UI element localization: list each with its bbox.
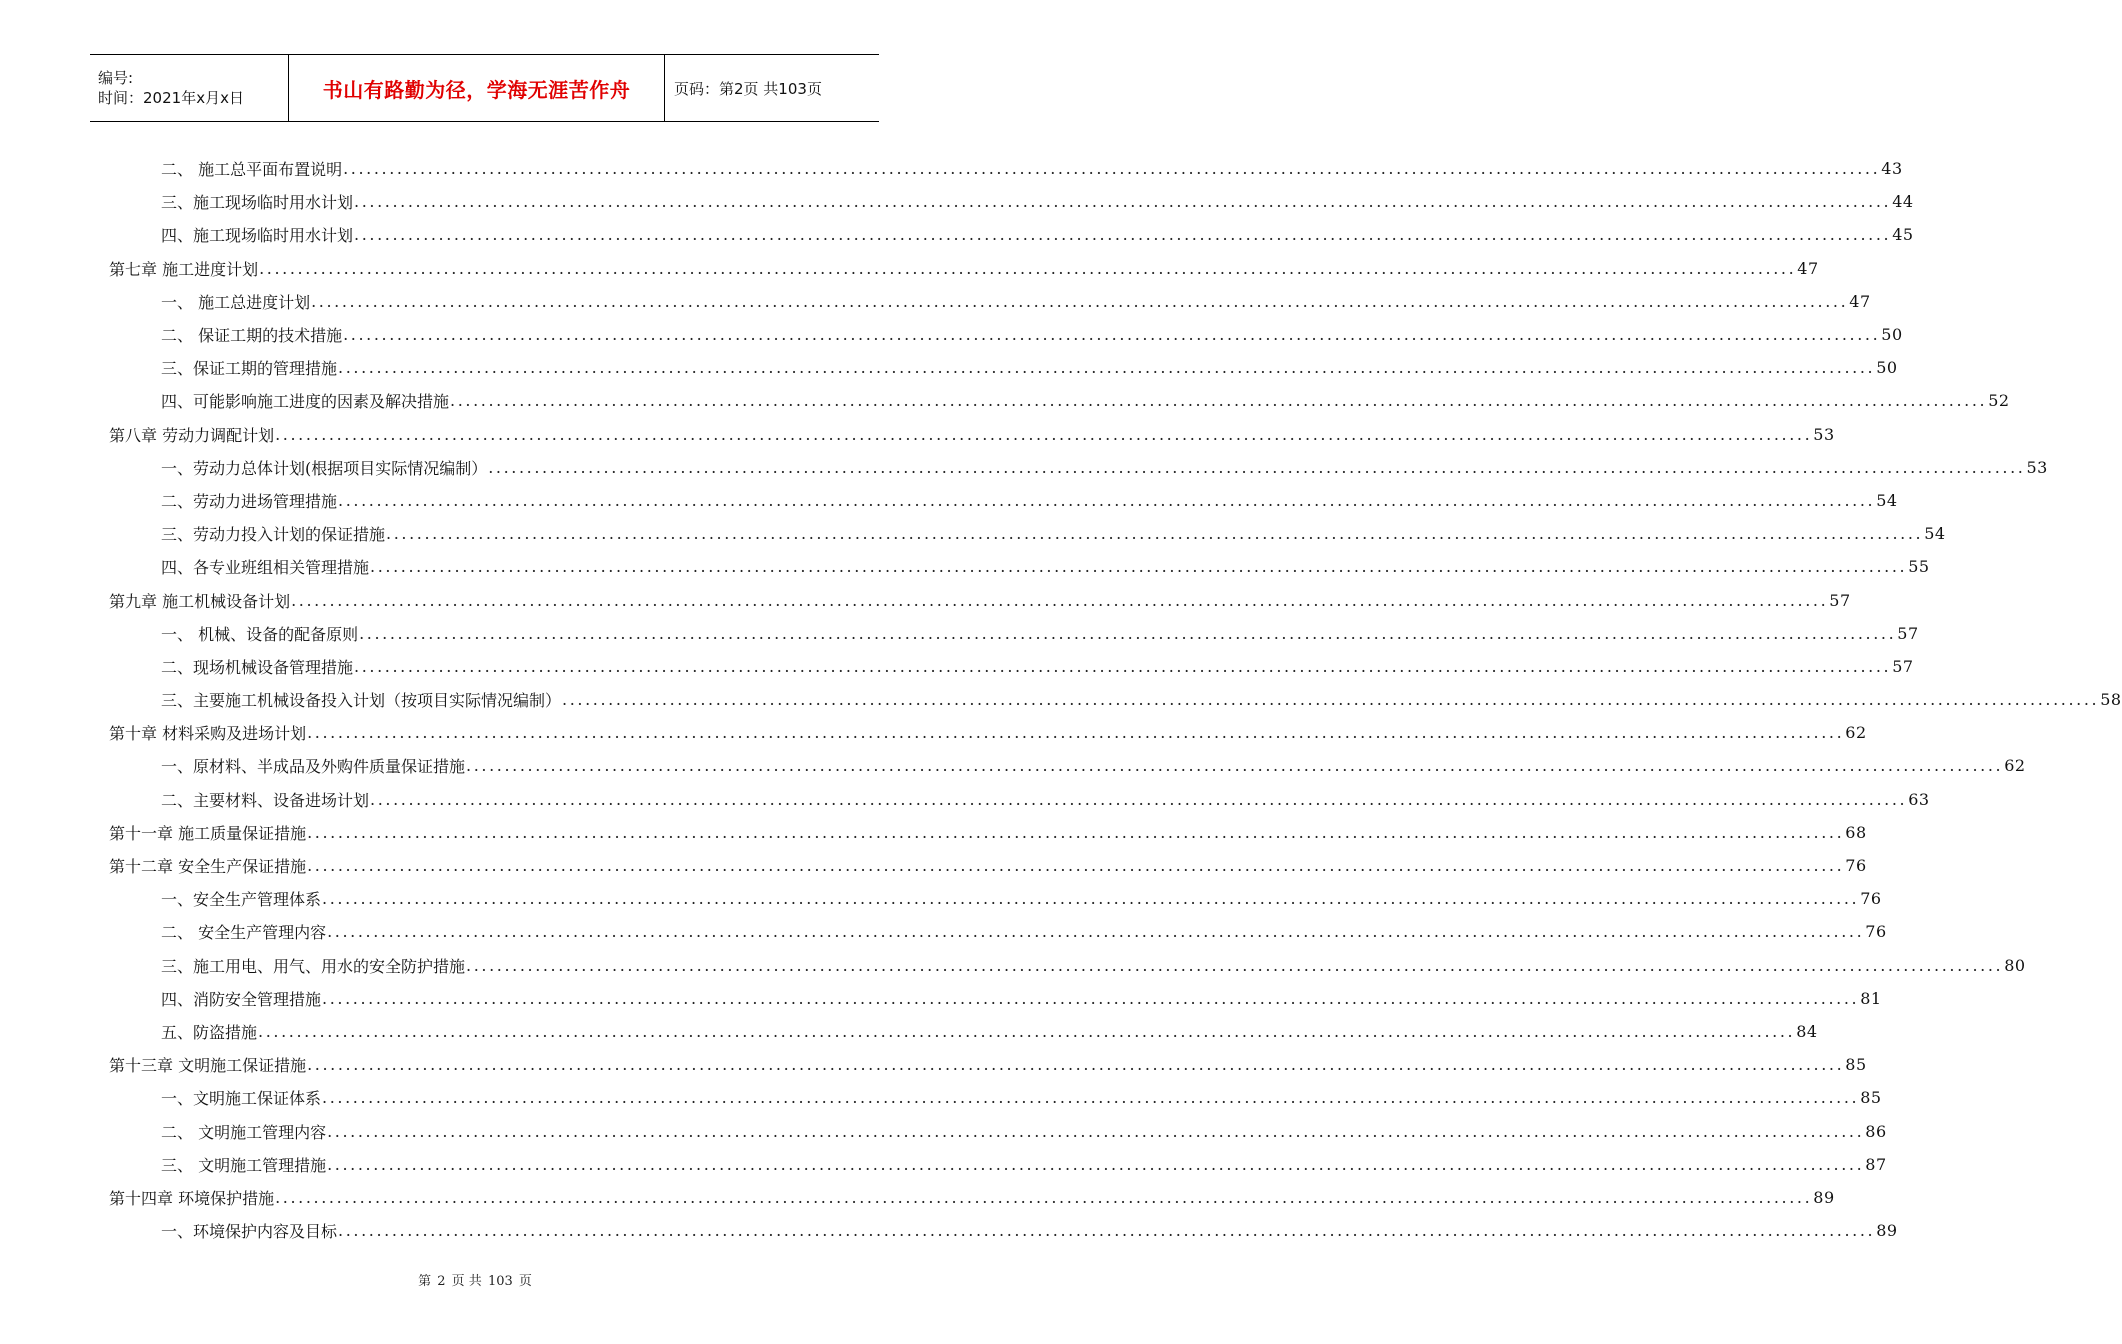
toc-entry-page: 45 <box>1892 225 1914 245</box>
footer-suffix: 页 <box>518 1274 532 1289</box>
toc-section-entry[interactable] <box>109 285 1871 318</box>
toc-dot-leader: ........................................................................................................................................................................................................ <box>322 988 1860 1008</box>
table-of-contents <box>109 152 2122 1247</box>
toc-entry-label: 四、各专业班组相关管理措施 <box>161 558 370 578</box>
header-page-info <box>665 55 879 121</box>
toc-section-entry[interactable] <box>109 650 1914 683</box>
toc-entry-page: 50 <box>1876 358 1898 378</box>
toc-section-entry[interactable] <box>109 749 2026 782</box>
toc-entry-page: 50 <box>1881 325 1903 345</box>
toc-entry-page: 55 <box>1908 557 1930 577</box>
toc-dot-leader: ........................................................................................................................................................................................................ <box>311 291 1849 311</box>
footer-page-total: 103 <box>487 1274 513 1289</box>
toc-chapter-entry[interactable] <box>109 252 1819 285</box>
toc-chapter-entry[interactable] <box>109 1048 1867 1081</box>
toc-dot-leader: ........................................................................................................................................................................................................ <box>466 955 2004 975</box>
toc-dot-leader: ........................................................................................................................................................................................................ <box>259 258 1797 278</box>
toc-entry-label: 四、消防安全管理措施 <box>161 989 322 1009</box>
toc-entry-label: 一、 施工总进度计划 <box>161 292 311 312</box>
toc-entry-page: 87 <box>1865 1154 1887 1174</box>
page-header <box>90 54 879 122</box>
toc-entry-page: 53 <box>2026 457 2048 477</box>
toc-entry-page: 44 <box>1892 192 1914 212</box>
footer-prefix: 第 <box>418 1274 432 1289</box>
toc-entry-page: 54 <box>1876 490 1898 510</box>
toc-entry-label: 一、文明施工保证体系 <box>161 1089 322 1109</box>
toc-section-entry[interactable] <box>109 1148 1887 1181</box>
toc-entry-label: 一、安全生产管理体系 <box>161 890 322 910</box>
toc-dot-leader: ........................................................................................................................................................................................................ <box>327 1154 1865 1174</box>
toc-dot-leader: ........................................................................................................................................................................................................ <box>343 159 1881 179</box>
time-value: 2021年x月x日 <box>143 89 244 107</box>
toc-section-entry[interactable] <box>109 318 1903 351</box>
toc-entry-page: 76 <box>1865 922 1887 942</box>
toc-entry-label: 三、施工现场临时用水计划 <box>161 193 354 213</box>
toc-entry-page: 86 <box>1865 1121 1887 1141</box>
toc-entry-label: 二、主要材料、设备进场计划 <box>161 790 370 810</box>
document-time <box>98 88 288 108</box>
toc-entry-label: 二、劳动力进场管理措施 <box>161 491 338 511</box>
footer-mid: 页 共 <box>451 1274 482 1289</box>
toc-section-entry[interactable] <box>109 351 1898 384</box>
toc-section-entry[interactable] <box>109 783 1930 816</box>
toc-section-entry[interactable] <box>109 451 2048 484</box>
toc-section-entry[interactable] <box>109 1081 1882 1114</box>
toc-dot-leader: ........................................................................................................................................................................................................ <box>450 391 1988 411</box>
toc-dot-leader: ........................................................................................................................................................................................................ <box>370 789 1908 809</box>
toc-chapter-entry[interactable] <box>109 816 1867 849</box>
toc-entry-page: 58 <box>2100 690 2122 710</box>
toc-entry-page: 62 <box>2004 756 2026 776</box>
toc-dot-leader: ........................................................................................................................................................................................................ <box>275 1187 1813 1207</box>
toc-entry-label: 第十章 材料采购及进场计划 <box>109 724 307 744</box>
toc-dot-leader: ........................................................................................................................................................................................................ <box>488 457 2026 477</box>
toc-dot-leader: ........................................................................................................................................................................................................ <box>307 1055 1845 1075</box>
toc-dot-leader: ........................................................................................................................................................................................................ <box>291 590 1829 610</box>
toc-dot-leader: ........................................................................................................................................................................................................ <box>327 922 1865 942</box>
toc-section-entry[interactable] <box>109 982 1882 1015</box>
toc-entry-label: 三、主要施工机械设备投入计划（按项目实际情况编制） <box>161 691 562 711</box>
toc-entry-label: 一、 机械、设备的配备原则 <box>161 624 359 644</box>
toc-section-entry[interactable] <box>109 617 1919 650</box>
toc-entry-page: 76 <box>1845 856 1867 876</box>
toc-dot-leader: ........................................................................................................................................................................................................ <box>307 856 1845 876</box>
toc-entry-page: 89 <box>1813 1187 1835 1207</box>
page-footer <box>0 1270 950 1289</box>
toc-entry-label: 四、施工现场临时用水计划 <box>161 226 354 246</box>
toc-entry-page: 76 <box>1860 889 1882 909</box>
toc-entry-label: 五、防盗措施 <box>161 1022 258 1042</box>
footer-page-number: 2 <box>437 1274 446 1289</box>
toc-dot-leader: ........................................................................................................................................................................................................ <box>370 557 1908 577</box>
toc-entry-label: 第十四章 环境保护措施 <box>109 1188 275 1208</box>
toc-entry-label: 第八章 劳动力调配计划 <box>109 425 275 445</box>
toc-dot-leader: ........................................................................................................................................................................................................ <box>386 524 1924 544</box>
toc-entry-label: 第七章 施工进度计划 <box>109 259 259 279</box>
toc-entry-page: 47 <box>1797 258 1819 278</box>
toc-dot-leader: ........................................................................................................................................................................................................ <box>322 1088 1860 1108</box>
header-meta <box>90 55 289 121</box>
toc-entry-label: 三、施工用电、用气、用水的安全防护措施 <box>161 956 466 976</box>
toc-dot-leader: ........................................................................................................................................................................................................ <box>307 822 1845 842</box>
document-number-label: 编号: <box>98 69 134 87</box>
toc-section-entry[interactable] <box>109 185 1914 218</box>
toc-dot-leader: ........................................................................................................................................................................................................ <box>338 490 1876 510</box>
toc-section-entry[interactable] <box>109 1114 1887 1147</box>
toc-section-entry[interactable] <box>109 949 2026 982</box>
toc-entry-page: 85 <box>1860 1088 1882 1108</box>
toc-entry-label: 第十二章 安全生产保证措施 <box>109 857 307 877</box>
toc-dot-leader: ........................................................................................................................................................................................................ <box>562 690 2100 710</box>
toc-section-entry[interactable] <box>109 152 1903 185</box>
toc-section-entry[interactable] <box>109 484 1898 517</box>
toc-entry-label: 三、保证工期的管理措施 <box>161 359 338 379</box>
toc-chapter-entry[interactable] <box>109 418 1835 451</box>
toc-section-entry[interactable] <box>109 683 2122 716</box>
time-prefix: 时间： <box>98 89 144 107</box>
toc-section-entry[interactable] <box>109 1214 1898 1247</box>
toc-dot-leader: ........................................................................................................................................................................................................ <box>354 225 1892 245</box>
toc-entry-page: 85 <box>1845 1055 1867 1075</box>
toc-entry-label: 二、 文明施工管理内容 <box>161 1122 327 1142</box>
toc-dot-leader: ........................................................................................................................................................................................................ <box>258 1021 1796 1041</box>
toc-chapter-entry[interactable] <box>109 716 1867 749</box>
toc-entry-page: 43 <box>1881 159 1903 179</box>
toc-dot-leader: ........................................................................................................................................................................................................ <box>275 424 1813 444</box>
toc-entry-label: 三、劳动力投入计划的保证措施 <box>161 525 386 545</box>
toc-dot-leader: ........................................................................................................................................................................................................ <box>338 1221 1876 1241</box>
toc-section-entry[interactable] <box>109 882 1882 915</box>
toc-entry-page: 53 <box>1813 424 1835 444</box>
toc-section-entry[interactable] <box>109 384 2010 417</box>
motto-text: 书山有路勤为径，学海无涯苦作舟 <box>322 77 631 102</box>
toc-entry-page: 89 <box>1876 1221 1898 1241</box>
toc-entry-page: 57 <box>1829 590 1851 610</box>
toc-entry-label: 二、现场机械设备管理措施 <box>161 657 354 677</box>
toc-section-entry[interactable] <box>109 915 1887 948</box>
toc-section-entry[interactable] <box>109 1015 1818 1048</box>
toc-entry-page: 63 <box>1908 789 1930 809</box>
toc-dot-leader: ........................................................................................................................................................................................................ <box>338 358 1876 378</box>
toc-section-entry[interactable] <box>109 218 1914 251</box>
toc-entry-page: 57 <box>1897 623 1919 643</box>
toc-entry-page: 57 <box>1892 656 1914 676</box>
header-motto <box>289 55 665 121</box>
toc-entry-page: 47 <box>1849 291 1871 311</box>
toc-entry-page: 84 <box>1796 1021 1818 1041</box>
toc-section-entry[interactable] <box>109 550 1930 583</box>
toc-entry-label: 二、 施工总平面布置说明 <box>161 160 343 180</box>
toc-dot-leader: ........................................................................................................................................................................................................ <box>354 656 1892 676</box>
toc-entry-label: 二、 保证工期的技术措施 <box>161 326 343 346</box>
toc-entry-label: 三、 文明施工管理措施 <box>161 1155 327 1175</box>
toc-chapter-entry[interactable] <box>109 849 1867 882</box>
toc-chapter-entry[interactable] <box>109 1181 1835 1214</box>
toc-entry-page: 52 <box>1988 391 2010 411</box>
toc-entry-label: 二、 安全生产管理内容 <box>161 923 327 943</box>
toc-dot-leader: ........................................................................................................................................................................................................ <box>343 325 1881 345</box>
page-label: 页码：第2页 共103页 <box>674 79 822 98</box>
toc-entry-page: 81 <box>1860 988 1882 1008</box>
toc-section-entry[interactable] <box>109 517 1946 550</box>
toc-dot-leader: ........................................................................................................................................................................................................ <box>466 756 2004 776</box>
toc-dot-leader: ........................................................................................................................................................................................................ <box>307 723 1845 743</box>
toc-chapter-entry[interactable] <box>109 583 1851 616</box>
toc-entry-page: 62 <box>1845 723 1867 743</box>
toc-entry-label: 一、原材料、半成品及外购件质量保证措施 <box>161 757 466 777</box>
toc-dot-leader: ........................................................................................................................................................................................................ <box>322 889 1860 909</box>
toc-entry-label: 一、劳动力总体计划(根据项目实际情况编制） <box>161 458 488 478</box>
toc-dot-leader: ........................................................................................................................................................................................................ <box>354 192 1892 212</box>
toc-entry-label: 第九章 施工机械设备计划 <box>109 591 291 611</box>
toc-entry-page: 80 <box>2004 955 2026 975</box>
toc-entry-label: 第十三章 文明施工保证措施 <box>109 1056 307 1076</box>
toc-entry-label: 第十一章 施工质量保证措施 <box>109 823 307 843</box>
toc-entry-page: 68 <box>1845 822 1867 842</box>
toc-dot-leader: ........................................................................................................................................................................................................ <box>327 1121 1865 1141</box>
toc-entry-label: 一、环境保护内容及目标 <box>161 1222 338 1242</box>
toc-entry-page: 54 <box>1924 524 1946 544</box>
toc-dot-leader: ........................................................................................................................................................................................................ <box>359 623 1897 643</box>
toc-entry-label: 四、可能影响施工进度的因素及解决措施 <box>161 392 450 412</box>
